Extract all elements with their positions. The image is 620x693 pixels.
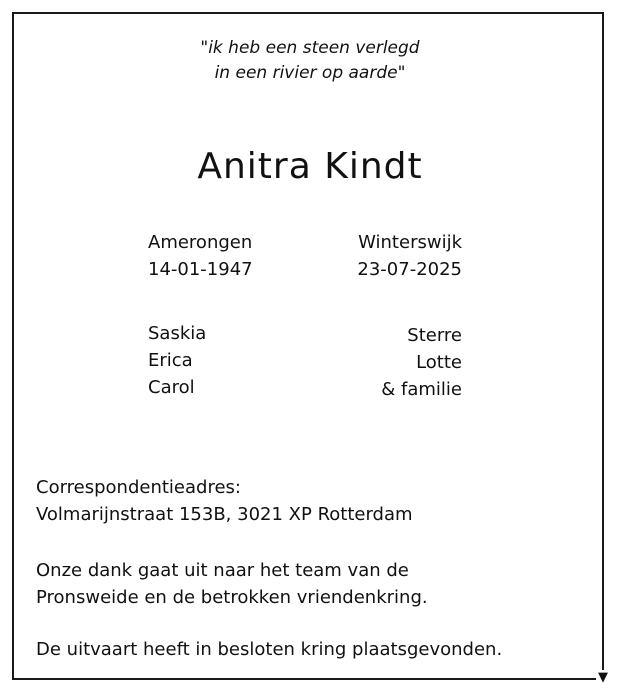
correspondence-block [36,474,413,528]
child-name: Erica [148,350,193,371]
child-name: Lotte [416,352,462,373]
scroll-down-icon[interactable]: ▼ [598,670,608,685]
child-name: Sterre [407,325,462,346]
death-place: Winterswijk [358,232,462,253]
family-note: & familie [381,379,462,400]
thanks-line-2: Pronsweide en de betrokken vriendenkring. [36,587,428,608]
correspondence-address: Volmarijnstraat 153B, 3021 XP Rotterdam [36,504,413,525]
memorial-quote [0,36,620,86]
child-name: Carol [148,377,195,398]
child-name: Saskia [148,323,207,344]
birth-info [148,229,253,283]
service-note: De uitvaart heeft in besloten kring plaatsgevonden. [36,639,503,660]
children-left-list [148,320,206,401]
quote-line-1: "ik heb een steen verlegd [200,38,420,58]
thanks-line-1: Onze dank gaat uit naar het team van de [36,560,409,581]
birth-date: 14-01-1947 [148,259,253,280]
children-right-list [381,322,462,403]
deceased-name: Anitra Kindt [197,146,423,187]
death-info [357,229,462,283]
birth-place: Amerongen [148,232,253,253]
quote-line-2: in een rivier op aarde" [214,63,406,83]
correspondence-label: Correspondentieadres: [36,477,241,498]
death-date: 23-07-2025 [357,259,462,280]
thanks-block [36,557,428,611]
